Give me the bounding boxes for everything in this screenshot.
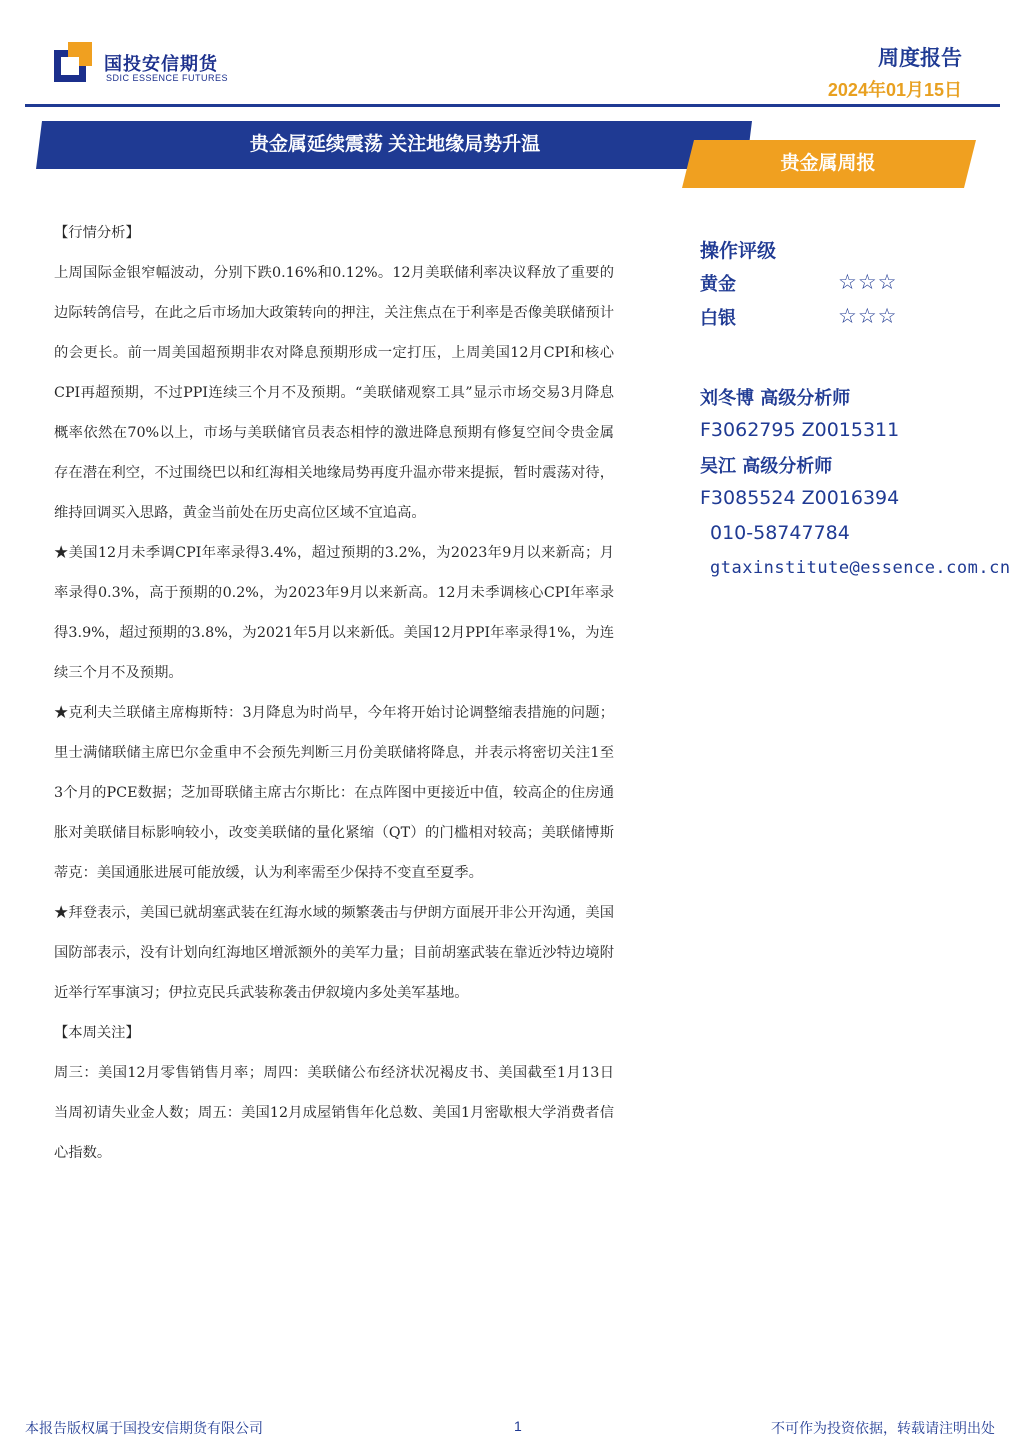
rating-stars-silver: ☆☆☆: [838, 304, 898, 328]
paragraph-fed-officials: ★克利夫兰联储主席梅斯特：3月降息为时尚早，今年将开始讨论调整缩表措施的问题；里士满储联储主席巴尔金重申不会预先判断三月份美联储将降息，并表示将密切关注1至3个月的PCE数据；芝加哥联储主席古尔斯比：在点阵图中更接近中值，较高企的住房通胀对美联储目标影响较小，改变美联储的量化紧缩（QT）的门槛相对较高；美联储博斯蒂克：美国通胀进展可能放缓，认为利率需至少保持不变直至夏季。: [54, 705, 614, 881]
report-category: 贵金属周报: [780, 153, 876, 174]
paragraph-market-analysis: 上周国际金银窄幅波动，分别下跌0.16%和0.12%。12月美联储利率决议释放了重要的边际转鸽信号，在此之后市场加大政策转向的押注，关注焦点在于利率是否像美联储预计的会更长。前一周美国超预期非农对降息预期形成一定打压，上周美国12月CPI和核心CPI再超预期，不过PPI连续三个月不及预期。“美联储观察工具”显示市场交易3月降息概率依然在70%以上，市场与美联储官员表态相悖的激进降息预期有修复空间令贵金属存在潜在利空，不过围绕巴以和红海相关地缘局势再度升温亦带来提振，暂时震荡对待，维持回调买入思路，黄金当前处在历史高位区域不宜追高。: [54, 265, 614, 521]
report-title: 贵金属延续震荡 关注地缘局势升温: [249, 134, 541, 155]
rating-label-gold: 黄金: [700, 274, 736, 295]
rating-label-silver: 白银: [700, 308, 736, 329]
rating-stars-gold: ☆☆☆: [838, 270, 898, 294]
main-content: [54, 213, 614, 1173]
contact-phone: 010-58747784: [710, 522, 850, 544]
rating-title: 操作评级: [700, 240, 777, 262]
analyst-name-1: 刘冬博 高级分析师: [700, 388, 851, 409]
analyst-name-2: 吴江 高级分析师: [700, 456, 833, 477]
paragraph-geopolitics: ★拜登表示，美国已就胡塞武装在红海水域的频繁袭击与伊朗方面展开非公开沟通，美国国防部表示，没有计划向红海地区增派额外的美军力量；目前胡塞武装在靠近沙特边境附近举行军事演习；伊拉克民兵武装称袭击伊叙境内多处美军基地。: [54, 905, 614, 1001]
report-type: 周度报告: [878, 47, 962, 70]
footer-disclaimer: 不可作为投资依据，转载请注明出处: [771, 1420, 995, 1436]
page-number: 1: [514, 1418, 522, 1434]
logo-company-name-en: SDIC ESSENCE FUTURES: [106, 73, 229, 83]
logo-company-name: 国投安信期货: [104, 54, 218, 74]
footer-copyright: 本报告版权属于国投安信期货有限公司: [25, 1420, 263, 1436]
paragraph-week-focus: 周三：美国12月零售销售月率；周四：美联储公布经济状况褐皮书、美国截至1月13日当周初请失业金人数；周五：美国12月成屋销售年化总数、美国1月密歇根大学消费者信心指数。: [54, 1065, 614, 1161]
contact-email[interactable]: gtaxinstitute@essence.com.cn: [710, 558, 1011, 578]
section-heading-week-focus: 【本周关注】: [54, 1025, 140, 1041]
analyst-registration-1: F3062795 Z0015311: [700, 419, 900, 441]
report-date: 2024年01月15日: [827, 80, 962, 100]
company-logo-icon: [54, 42, 94, 82]
analyst-registration-2: F3085524 Z0016394: [700, 487, 900, 509]
paragraph-cpi-data: ★美国12月未季调CPI年率录得3.4%，超过预期的3.2%，为2023年9月以来新高；月率录得0.3%，高于预期的0.2%，为2023年9月以来新高。12月未季调核心CPI年率录得3.9%，超过预期的3.8%，为2021年5月以来新低。美国12月PPI年率录得1%，为连续三个月不及预期。: [54, 545, 614, 681]
section-heading-market-analysis: 【行情分析】: [54, 225, 140, 241]
header-divider: [25, 104, 1000, 107]
